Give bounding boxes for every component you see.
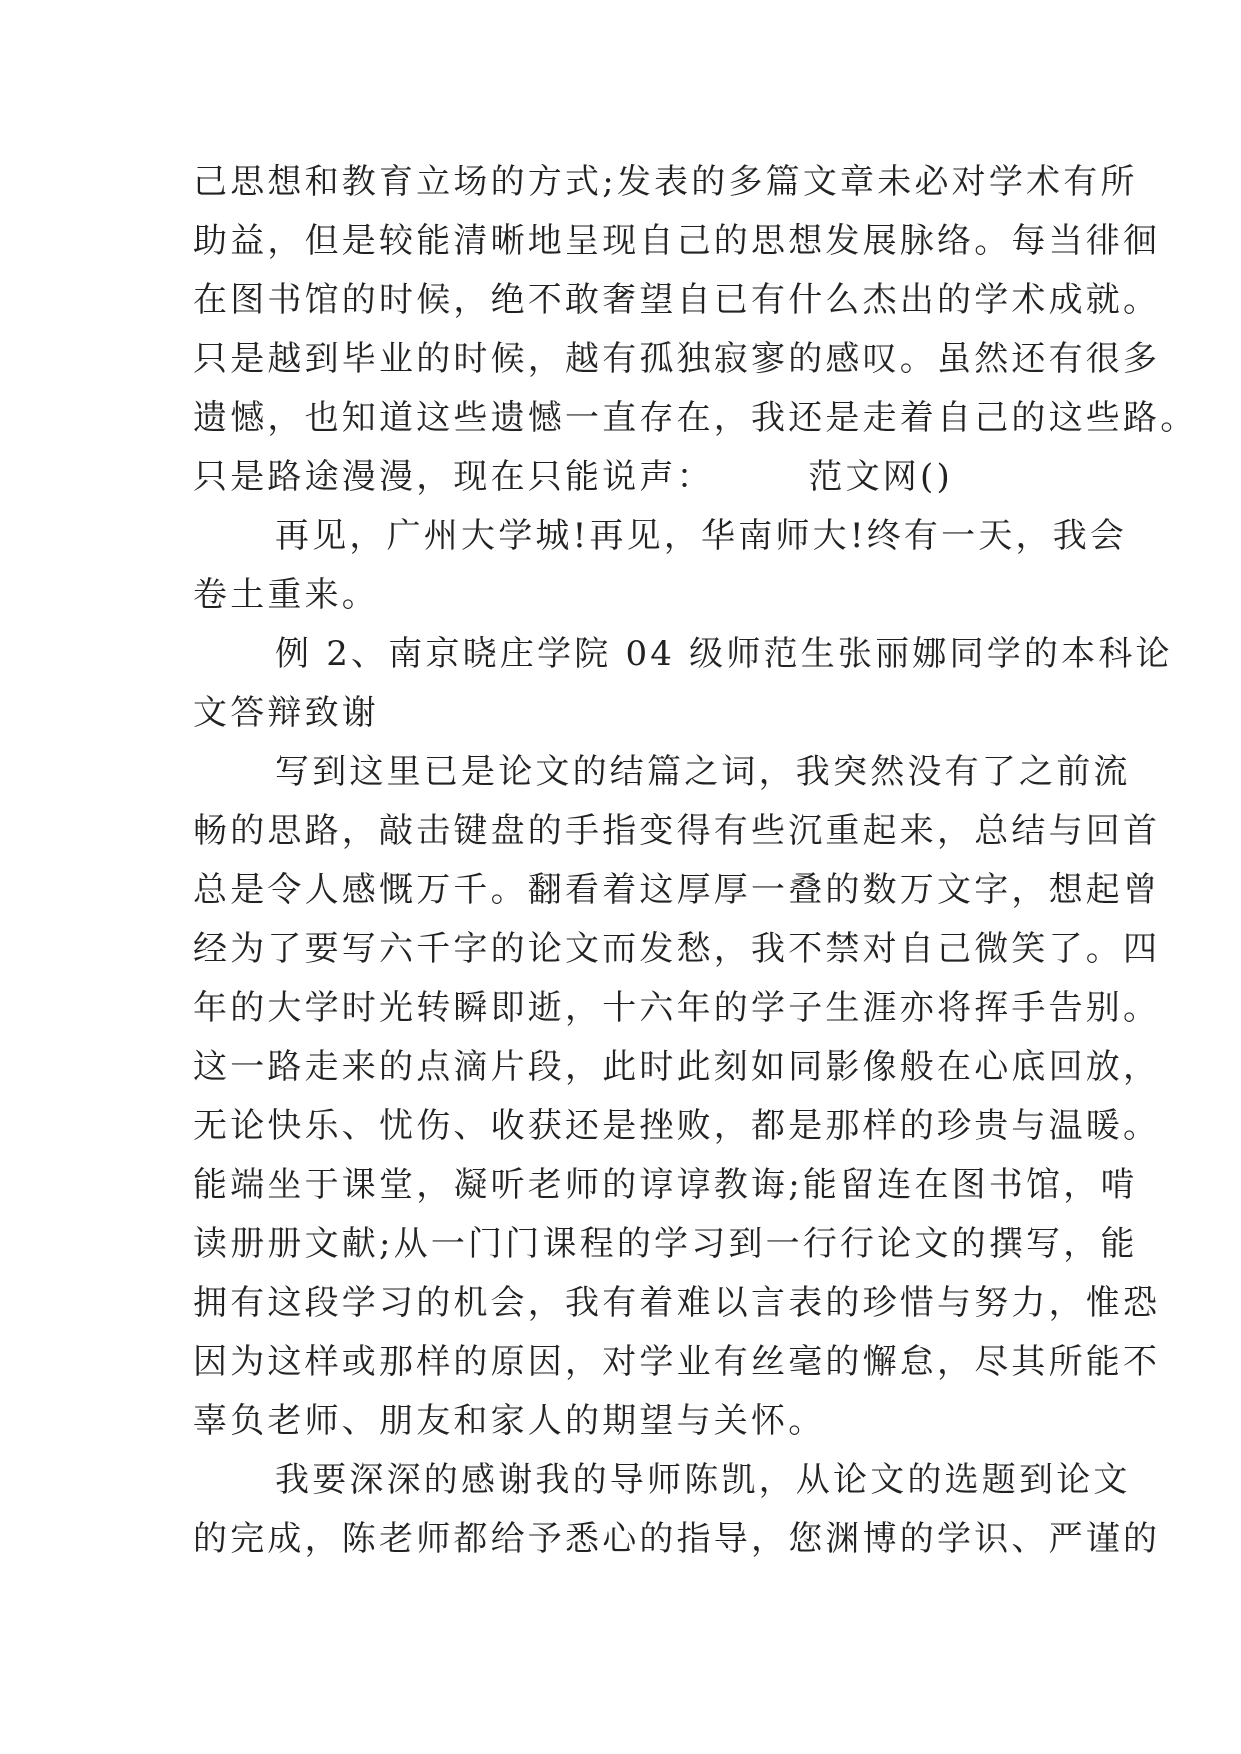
text-line: 遗憾，也知道这些遗憾一直存在，我还是走着自己的这些路。 bbox=[193, 398, 1198, 438]
text-line: 总是令人感慨万千。翻看着这厚厚一叠的数万文字，想起曾 bbox=[193, 870, 1161, 910]
text-line: 因为这样或那样的原因，对学业有丝毫的懈怠，尽其所能不 bbox=[193, 1342, 1161, 1382]
text-line: 的完成，陈老师都给予悉心的指导，您渊博的学识、严谨的 bbox=[193, 1519, 1161, 1559]
paragraph-first-line: 我要深深的感谢我的导师陈凯，从论文的选题到论文 bbox=[275, 1460, 1131, 1500]
text-line: 这一路走来的点滴片段，此时此刻如同影像般在心底回放， bbox=[193, 1047, 1161, 1087]
text-line: 年的大学时光转瞬即逝，十六年的学子生涯亦将挥手告别。 bbox=[193, 988, 1161, 1028]
text-line: 己思想和教育立场的方式;发表的多篇文章未必对学术有所 bbox=[193, 162, 1138, 202]
example-heading: 例 2、南京晓庄学院 04 级师范生张丽娜同学的本科论 bbox=[275, 634, 1173, 674]
text-line: 读册册文献;从一门门课程的学习到一行行论文的撰写，能 bbox=[193, 1224, 1138, 1264]
paragraph-first-line: 再见，广州大学城!再见，华南师大!终有一天，我会 bbox=[275, 516, 1128, 556]
text-line: 畅的思路，敲击键盘的手指变得有些沉重起来，总结与回首 bbox=[193, 811, 1161, 851]
text-line: 只是越到毕业的时候，越有孤独寂寥的感叹。虽然还有很多 bbox=[193, 339, 1161, 379]
text-line: 能端坐于课堂，凝听老师的谆谆教诲;能留连在图书馆，啃 bbox=[193, 1165, 1138, 1205]
text-line: 在图书馆的时候，绝不敢奢望自已有什么杰出的学术成就。 bbox=[193, 280, 1161, 320]
text-line: 无论快乐、忧伤、收获还是挫败，都是那样的珍贵与温暖。 bbox=[193, 1106, 1161, 1146]
text-line: 经为了要写六千字的论文而发愁，我不禁对自己微笑了。四 bbox=[193, 929, 1161, 969]
text-line: 拥有这段学习的机会，我有着难以言表的珍惜与努力，惟恐 bbox=[193, 1283, 1161, 1323]
text-line: 卷土重来。 bbox=[193, 575, 379, 615]
paragraph-first-line: 写到这里已是论文的结篇之词，我突然没有了之前流 bbox=[275, 752, 1131, 792]
text-line: 只是路途漫漫，现在只能说声： 范文网() bbox=[193, 457, 953, 497]
text-line: 助益，但是较能清晰地呈现自己的思想发展脉络。每当徘徊 bbox=[193, 221, 1161, 261]
text-line: 辜负老师、朋友和家人的期望与关怀。 bbox=[193, 1401, 826, 1441]
example-heading-cont: 文答辩致谢 bbox=[193, 693, 379, 733]
